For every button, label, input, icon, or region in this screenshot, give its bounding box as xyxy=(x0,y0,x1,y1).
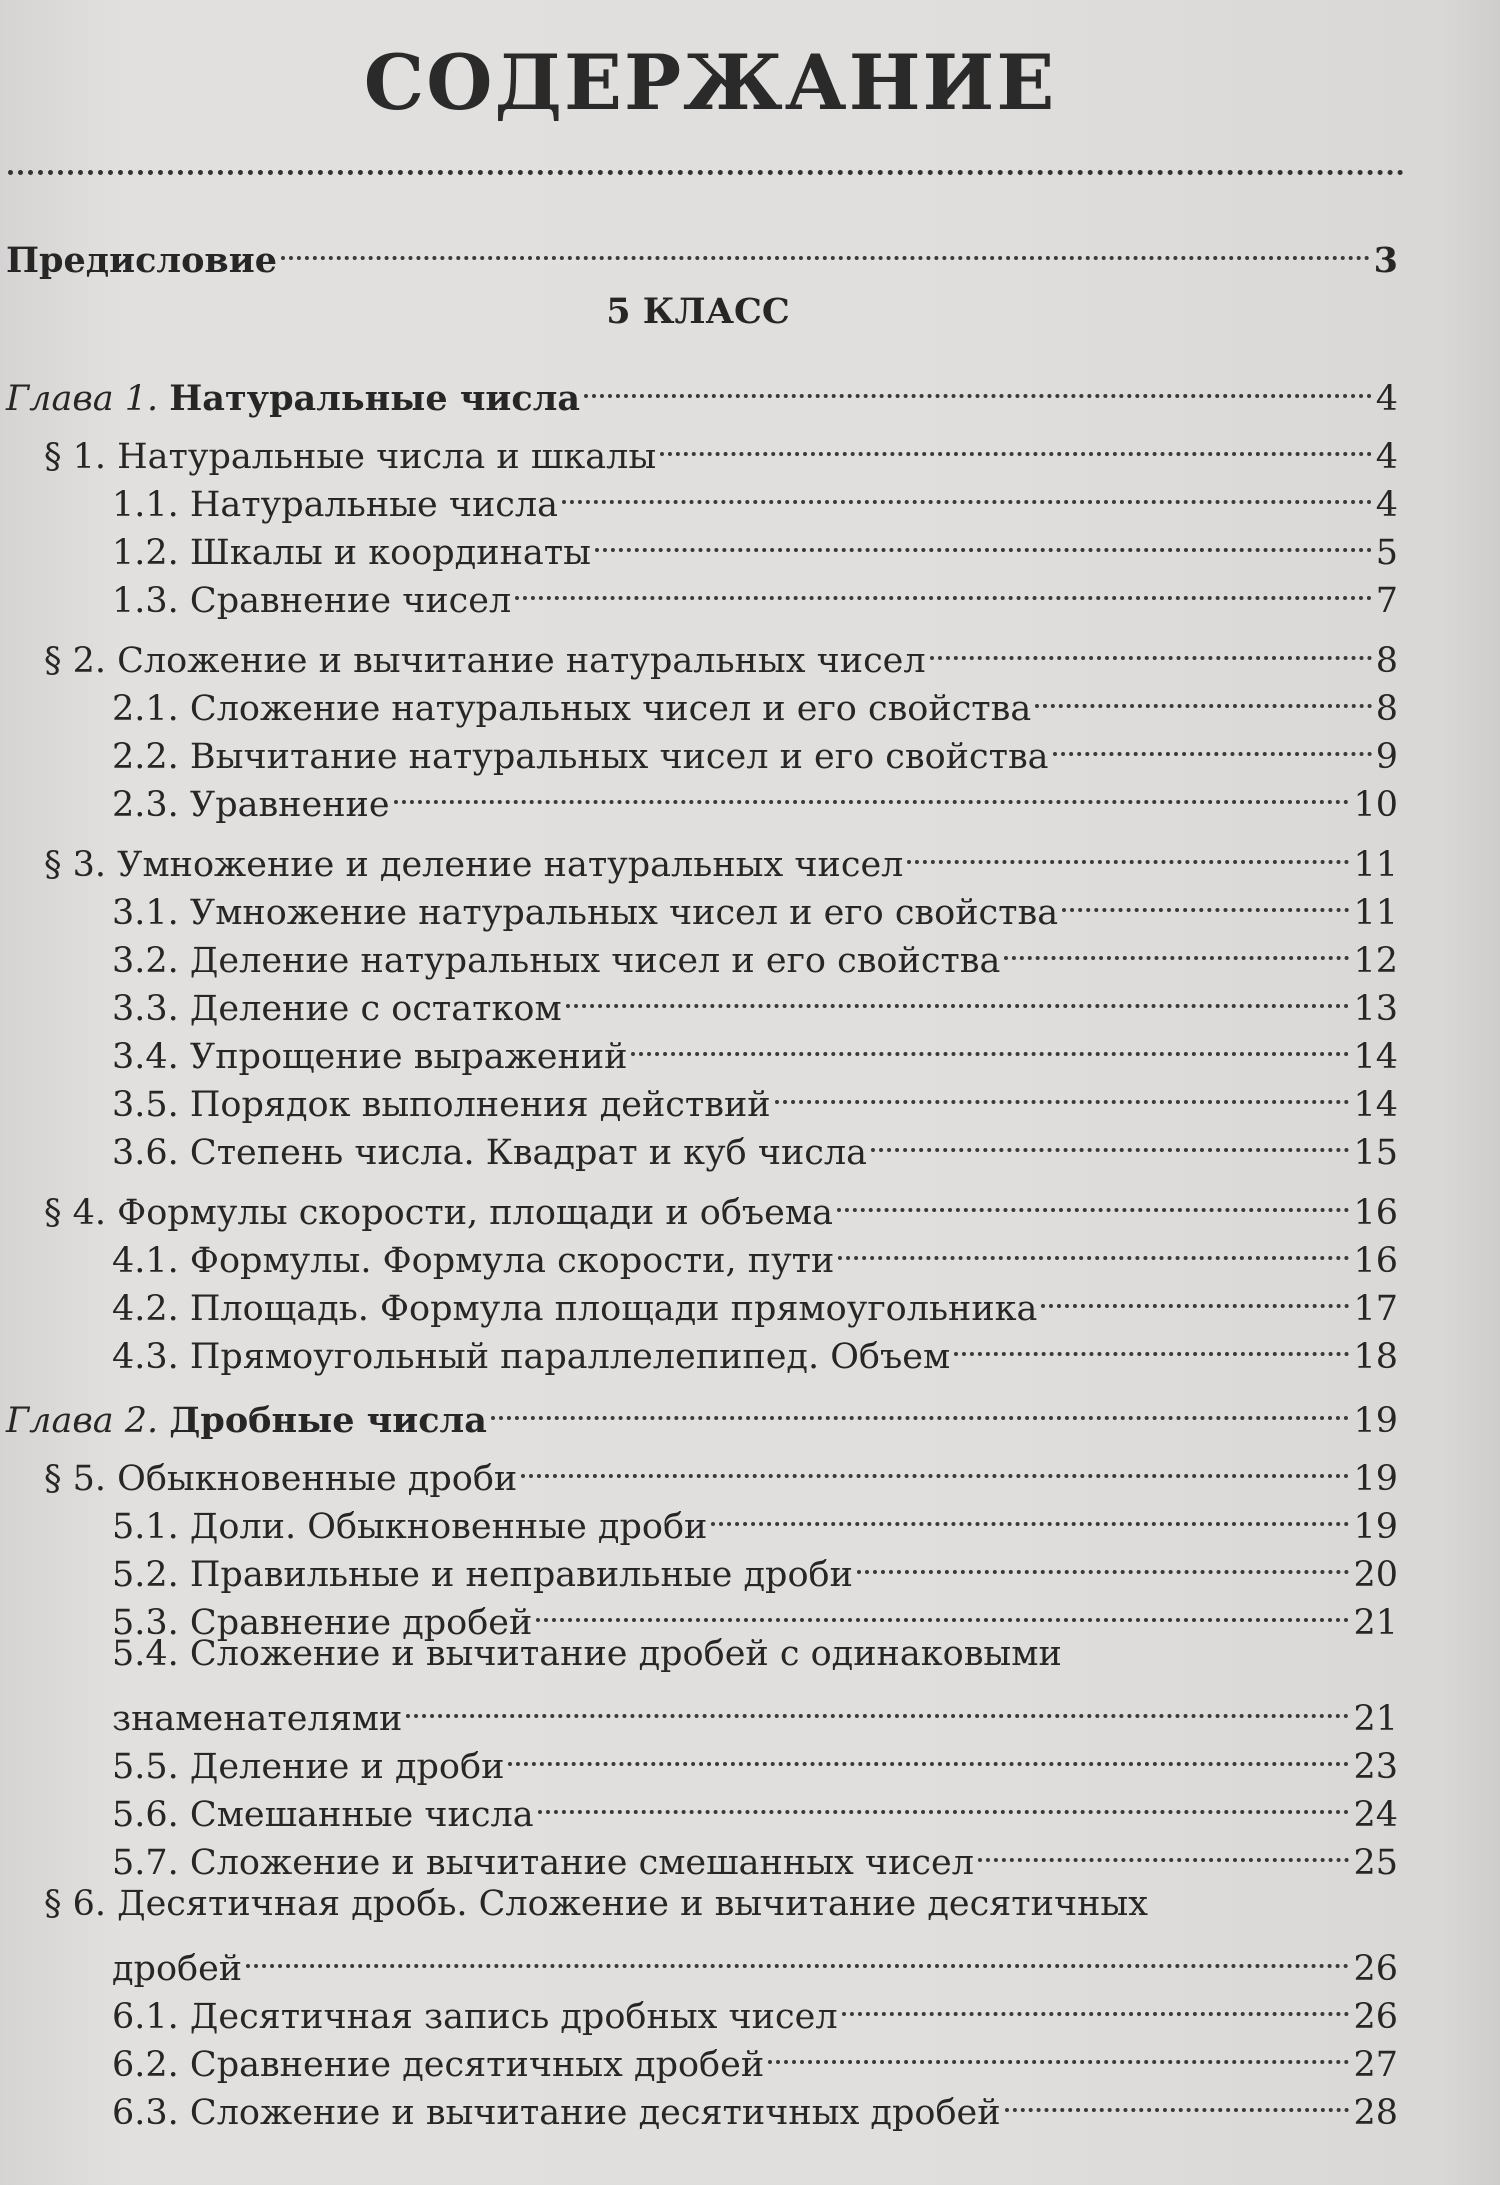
toc-entry-label: 4.3. Прямоугольный параллелепипед. Объем xyxy=(112,1337,951,1377)
toc-entry-label: 2.1. Сложение натуральных чисел и его свойства xyxy=(112,689,1032,729)
dot-leader xyxy=(566,956,1350,1008)
toc-page-number: 19 xyxy=(1353,1459,1398,1499)
toc-entry-label: 5.1. Доли. Обыкновенные дроби xyxy=(112,1507,708,1547)
toc-entry-label: § 2. Сложение и вычитание натуральных чисел xyxy=(44,641,926,681)
dot-leader xyxy=(595,500,1372,552)
toc-page-number: 14 xyxy=(1353,1037,1398,1077)
toc-entry-preface xyxy=(6,220,1398,281)
toc-entry-label: § 1. Натуральные числа и шкалы xyxy=(44,437,657,477)
toc-entry-label: 6.2. Сравнение десятичных дробей xyxy=(112,2045,765,2085)
dot-leader xyxy=(1053,704,1372,756)
toc-page-number: 19 xyxy=(1353,1507,1398,1547)
toc-entry-label: 5.2. Правильные и неправильные дроби xyxy=(112,1555,853,1595)
toc-entry-label-line: 5.4. Сложение и вычитание дробей с одинаковыми xyxy=(112,1634,1062,1674)
toc-entry-label: 5.6. Смешанные числа xyxy=(112,1795,534,1835)
dot-leader xyxy=(1041,1256,1349,1308)
toc-page-number: 5 xyxy=(1375,533,1398,573)
toc-page-number: 15 xyxy=(1353,1133,1398,1173)
dot-leader xyxy=(538,1762,1350,1814)
toc-entry-label: 6.3. Сложение и вычитание десятичных дробей xyxy=(112,2093,1001,2133)
toc-page-number: 16 xyxy=(1353,1241,1398,1281)
toc-page-number: 17 xyxy=(1353,1289,1398,1329)
toc-entry-label: 4.1. Формулы. Формула скорости, пути xyxy=(112,1241,835,1281)
dot-leader xyxy=(406,1666,1349,1718)
toc-page-number: 13 xyxy=(1353,989,1398,1029)
toc-entry-label: 2.2. Вычитание натуральных чисел и его свойства xyxy=(112,737,1049,777)
toc-entry-label: 6.1. Десятичная запись дробных чисел xyxy=(112,1997,838,2037)
toc-entry-label: знаменателями xyxy=(112,1699,403,1739)
toc-entry-label: 5.3. Сравнение дробей xyxy=(112,1603,533,1643)
dot-leader xyxy=(907,812,1349,864)
toc-page-number: 4 xyxy=(1375,379,1398,419)
dot-leader xyxy=(1005,2060,1350,2112)
toc-page-number: 26 xyxy=(1353,1949,1398,1989)
dot-leader xyxy=(394,752,1350,804)
dot-leader xyxy=(1035,656,1371,708)
dot-leader xyxy=(768,2012,1349,2064)
toc-entry-chapter-2 xyxy=(6,1380,1398,1441)
dot-leader xyxy=(536,1570,1349,1622)
toc-page-number: 26 xyxy=(1353,1997,1398,2037)
toc-entry-label: дробей xyxy=(112,1949,243,1989)
dot-leader xyxy=(842,1964,1350,2016)
toc-entry-label: 1.3. Сравнение чисел xyxy=(112,581,512,621)
toc-page-number: 23 xyxy=(1353,1747,1398,1787)
toc-entry xyxy=(112,1316,1398,1377)
toc-page-number: 3 xyxy=(1373,240,1398,281)
chapter-prefix: Глава 2. xyxy=(6,1401,159,1441)
toc-page-number: 28 xyxy=(1353,2093,1398,2133)
chapter-prefix: Глава 1. xyxy=(6,379,159,419)
toc-entry-label: 3.6. Степень числа. Квадрат и куб числа xyxy=(112,1133,867,1173)
toc-entry xyxy=(112,1582,1398,1643)
toc-page-number: 10 xyxy=(1353,785,1398,825)
toc-entry-label: 2.3. Уравнение xyxy=(112,785,390,825)
dot-leader xyxy=(281,208,1370,260)
dot-leader xyxy=(562,452,1372,504)
toc-entry xyxy=(112,1112,1398,1173)
toc-page-number: 8 xyxy=(1375,689,1398,729)
toc-page-number: 27 xyxy=(1353,2045,1398,2085)
chapter-name: Дробные числа xyxy=(169,1400,487,1441)
toc-entry-label-line: § 6. Десятичная дробь. Сложение и вычитание десятичных xyxy=(44,1884,1149,1924)
dot-leader xyxy=(491,1368,1350,1420)
toc-entry-label: 3.5. Порядок выполнения действий xyxy=(112,1085,771,1125)
dot-leader xyxy=(775,1052,1350,1104)
toc-entry-label: 3.4. Упрощение выражений xyxy=(112,1037,628,1077)
dot-leader xyxy=(930,608,1372,660)
dot-leader xyxy=(838,1208,1349,1260)
toc-page-number: 21 xyxy=(1353,1699,1398,1739)
toc-entry-label: 3.3. Деление с остатком xyxy=(112,989,562,1029)
toc-entry-label: 1.2. Шкалы и координаты xyxy=(112,533,591,573)
toc-entry xyxy=(112,1822,1398,1883)
toc-page-number: 11 xyxy=(1353,893,1398,933)
toc-page-number: 21 xyxy=(1353,1603,1398,1643)
dot-leader xyxy=(246,1916,1349,1968)
dot-leader xyxy=(515,548,1372,600)
toc-page-number: 4 xyxy=(1375,437,1398,477)
toc-page-number: 12 xyxy=(1353,941,1398,981)
toc-entry xyxy=(112,2072,1398,2133)
toc-page-number: 8 xyxy=(1375,641,1398,681)
toc-page-number: 11 xyxy=(1353,845,1398,885)
dot-leader xyxy=(711,1474,1349,1526)
grade-heading: 5 КЛАСС xyxy=(606,291,790,332)
dot-leader xyxy=(631,1004,1349,1056)
toc-entry-label: 1.1. Натуральные числа xyxy=(112,485,559,525)
toc-entry-label: 4.2. Площадь. Формула площади прямоугольника xyxy=(112,1289,1038,1329)
toc-entry-label: 5.5. Деление и дроби xyxy=(112,1747,505,1787)
chapter-name: Натуральные числа xyxy=(169,378,581,419)
toc-entry-label: § 3. Умножение и деление натуральных чисел xyxy=(44,845,904,885)
dot-leader xyxy=(857,1522,1350,1574)
dot-leader xyxy=(954,1304,1349,1356)
toc-entry-label: § 5. Обыкновенные дроби xyxy=(44,1459,518,1499)
toc-entry-label: 5.7. Сложение и вычитание смешанных чисел xyxy=(112,1843,974,1883)
dot-leader xyxy=(584,346,1372,398)
dot-leader xyxy=(978,1810,1350,1862)
dot-leader xyxy=(660,404,1372,456)
toc-entry-label: Предисловие xyxy=(6,240,277,281)
toc-page-number: 14 xyxy=(1353,1085,1398,1125)
toc-page-number: 9 xyxy=(1375,737,1398,777)
dot-leader xyxy=(1062,860,1349,912)
dot-leader xyxy=(521,1426,1349,1478)
toc-entry xyxy=(112,560,1398,621)
toc-entry-chapter-1 xyxy=(6,358,1398,419)
toc-page-number: 4 xyxy=(1375,485,1398,525)
page-title: СОДЕРЖАНИЕ xyxy=(363,38,1057,127)
toc-page-number: 18 xyxy=(1353,1337,1398,1377)
toc-page-number: 25 xyxy=(1353,1843,1398,1883)
dot-leader xyxy=(508,1714,1349,1766)
toc-page-number: 7 xyxy=(1375,581,1398,621)
toc-entry xyxy=(112,764,1398,825)
dot-leader xyxy=(1004,908,1349,960)
toc-entry-label: 3.2. Деление натуральных чисел и его свойства xyxy=(112,941,1001,981)
toc-entry-label: 3.1. Умножение натуральных чисел и его свойства xyxy=(112,893,1059,933)
toc-page-number: 24 xyxy=(1353,1795,1398,1835)
title-divider xyxy=(8,170,1404,175)
dot-leader xyxy=(871,1100,1349,1152)
toc-page-number: 19 xyxy=(1353,1401,1398,1441)
toc-page-number: 16 xyxy=(1353,1193,1398,1233)
dot-leader xyxy=(837,1160,1349,1212)
toc-entry-label: § 4. Формулы скорости, площади и объема xyxy=(44,1193,833,1233)
toc-page-number: 20 xyxy=(1353,1555,1398,1595)
